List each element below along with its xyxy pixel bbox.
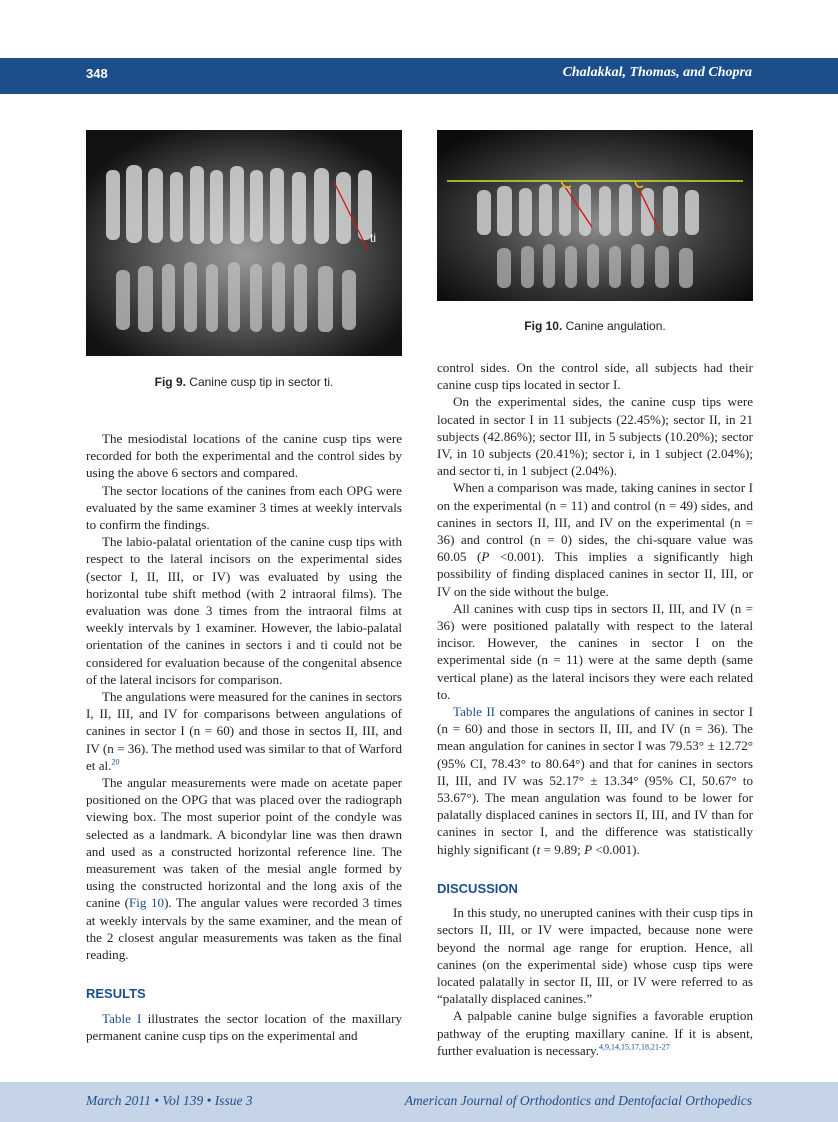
paragraph-text: <0.001). This implies a significantly high possibility of finding displaced canines in sector II, III, or IV on the side without the bulge. — [437, 549, 753, 599]
fig9-ti-label: ti — [370, 231, 376, 245]
running-footer — [0, 1082, 838, 1122]
paragraph: control sides. On the control side, all subjects had their canine cusp tips located in sector I. — [437, 360, 753, 393]
figure-10-radiograph — [437, 130, 753, 301]
table-1-link[interactable]: Table I — [102, 1010, 142, 1026]
paragraph: In this study, no unerupted canines with their cusp tips in sectors II, III, or IV were impacted, because none were beyond the normal age range for eruption. Hence, all canines (on the experimental side) whose cusp tips were located palatally in sector II, III, or IV were referred to as “palatally displaced canines.” — [437, 905, 753, 1007]
figure-9-caption-text: Canine cusp tip in sector ti. — [189, 375, 334, 389]
discussion-heading: DISCUSSION — [437, 880, 518, 896]
paragraph — [437, 479, 753, 599]
paragraph-text: ). The angular values were recorded 3 times at weekly intervals by the same examiner, and the mean of the 2 closest angular measurements was taken as the final reading. — [86, 895, 403, 963]
paragraph-text: illustrates the sector location of the maxillary permanent canine cusp tips on the experimental and — [86, 1010, 402, 1043]
paragraph-text: <0.001). — [592, 841, 640, 857]
page-number: 348 — [86, 66, 108, 81]
running-authors: Chalakkal, Thomas, and Chopra — [562, 65, 752, 80]
running-header — [0, 58, 838, 94]
paragraph: On the experimental sides, the canine cusp tips were located in sector I in 11 subjects (22.45%); sector II, in 21 subjects (42.86%); sector III, in 5 subjects (10.20%); sector IV, in 10 subjects (20.41%); sector i, in 1 subject (2.04%); and sector ti, in 1 subject (2.04%). — [437, 394, 753, 479]
issue-info: March 2011 • Vol 139 • Issue 3 — [86, 1093, 253, 1108]
p-symbol: P — [584, 841, 593, 857]
paragraph-text: compares the angulations of canines in sector I (n = 60) and those in sectors II, III, and IV (n = 36). The mean angulation for canines in sector I was 79.53° ± 12.72° (95% CI, 78.43° to 80.64°) and that for canines in sectors II, III, and IV was 52.17° ± 13.34° (95% CI, 50.67° to 53.67°). The mean angulation was found to be lower for palatally displaced canines in sectors II, III, and IV than for canines in sector I, and the difference was statistically highly significant ( — [437, 704, 753, 857]
paragraph-text: A palpable canine bulge signifies a favorable eruption pathway of the erupting maxillary canine. If it is absent, further evaluation is necessary. — [437, 1008, 753, 1058]
p-symbol: P — [481, 549, 490, 565]
left-column — [86, 430, 402, 1044]
table-2-link[interactable]: Table II — [453, 704, 496, 720]
fig-10-link[interactable]: Fig 10 — [129, 895, 165, 911]
right-column — [437, 359, 753, 1059]
reference-superscript[interactable]: 4,9,14,15,17,18,21-27 — [599, 1042, 670, 1052]
paragraph: The labio-palatal orientation of the canine cusp tips with respect to the lateral incisors on the experimental sides (sector I, II, III, or IV) was evaluated by using the horizontal tube shift method (with 2 intraoral films). The evaluation was done 3 times from the intraoral films at weekly intervals by 1 examiner. However, the labio-palatal orientation of the canines in sectors i and ti could not be considered for evaluation because of the congenital absence of the lateral incisors for comparison. — [86, 534, 402, 687]
paragraph — [437, 703, 753, 858]
paragraph — [437, 1007, 753, 1059]
reference-superscript[interactable]: 20 — [111, 757, 120, 767]
paragraph-text: = 9.89; — [540, 841, 585, 857]
figure-10-label: Fig 10. — [524, 319, 563, 333]
paragraph-text: The angular measurements were made on acetate paper positioned on the OPG that was placed over the radiograph viewing box. The most superior point of the condyle was selected as a landmark. A bicondylar line was then drawn and used as a constructed horizontal reference line. The measurement was taken of the mesial angle formed by using the constructed horizontal and the long axis of the canine ( — [86, 775, 402, 911]
t-symbol: t — [536, 841, 541, 857]
figure-9-label: Fig 9. — [154, 375, 186, 389]
paragraph: All canines with cusp tips in sectors II, III, and IV (n = 36) were positioned palatally with respect to the lateral incisor. However, the canines in sector I on the experimental side (n = 11) were at the same depth (same vertical plane) as the lateral incisors they were each related to. — [437, 600, 753, 702]
paragraph-text: The angulations were measured for the canines in sectors I, II, III, and IV for comparisons between angulations of canines in sector I (n = 60) and those in sectos II, III, and IV (n = 36). The method used was similar to that of Warford et al. — [86, 689, 402, 773]
figure-10-caption — [437, 319, 753, 333]
paragraph: The sector locations of the canines from each OPG were evaluated by the same examiner 3 times at weekly intervals to confirm the findings. — [86, 482, 402, 533]
results-heading: RESULTS — [86, 986, 146, 1002]
figure-9-radiograph — [86, 130, 402, 356]
paragraph — [86, 1010, 402, 1044]
paragraph — [86, 688, 402, 774]
paragraph-text: When a comparison was made, taking canines in sector I on the experimental (n = 11) and control (n = 49) sides, and canines in sectors II, III, and IV on the experimental (n = 36) and control (n = 0) sides, the chi-square value was 60.05 ( — [437, 480, 753, 565]
paragraph: The mesiodistal locations of the canine cusp tips were recorded for both the experimental and the control sides by using the above 6 sectors and compared. — [86, 431, 402, 481]
figure-10-caption-text: Canine angulation. — [565, 319, 666, 333]
paragraph — [86, 774, 402, 963]
journal-name: American Journal of Orthodontics and Dentofacial Orthopedics — [404, 1093, 752, 1108]
figure-9-caption — [86, 375, 402, 389]
